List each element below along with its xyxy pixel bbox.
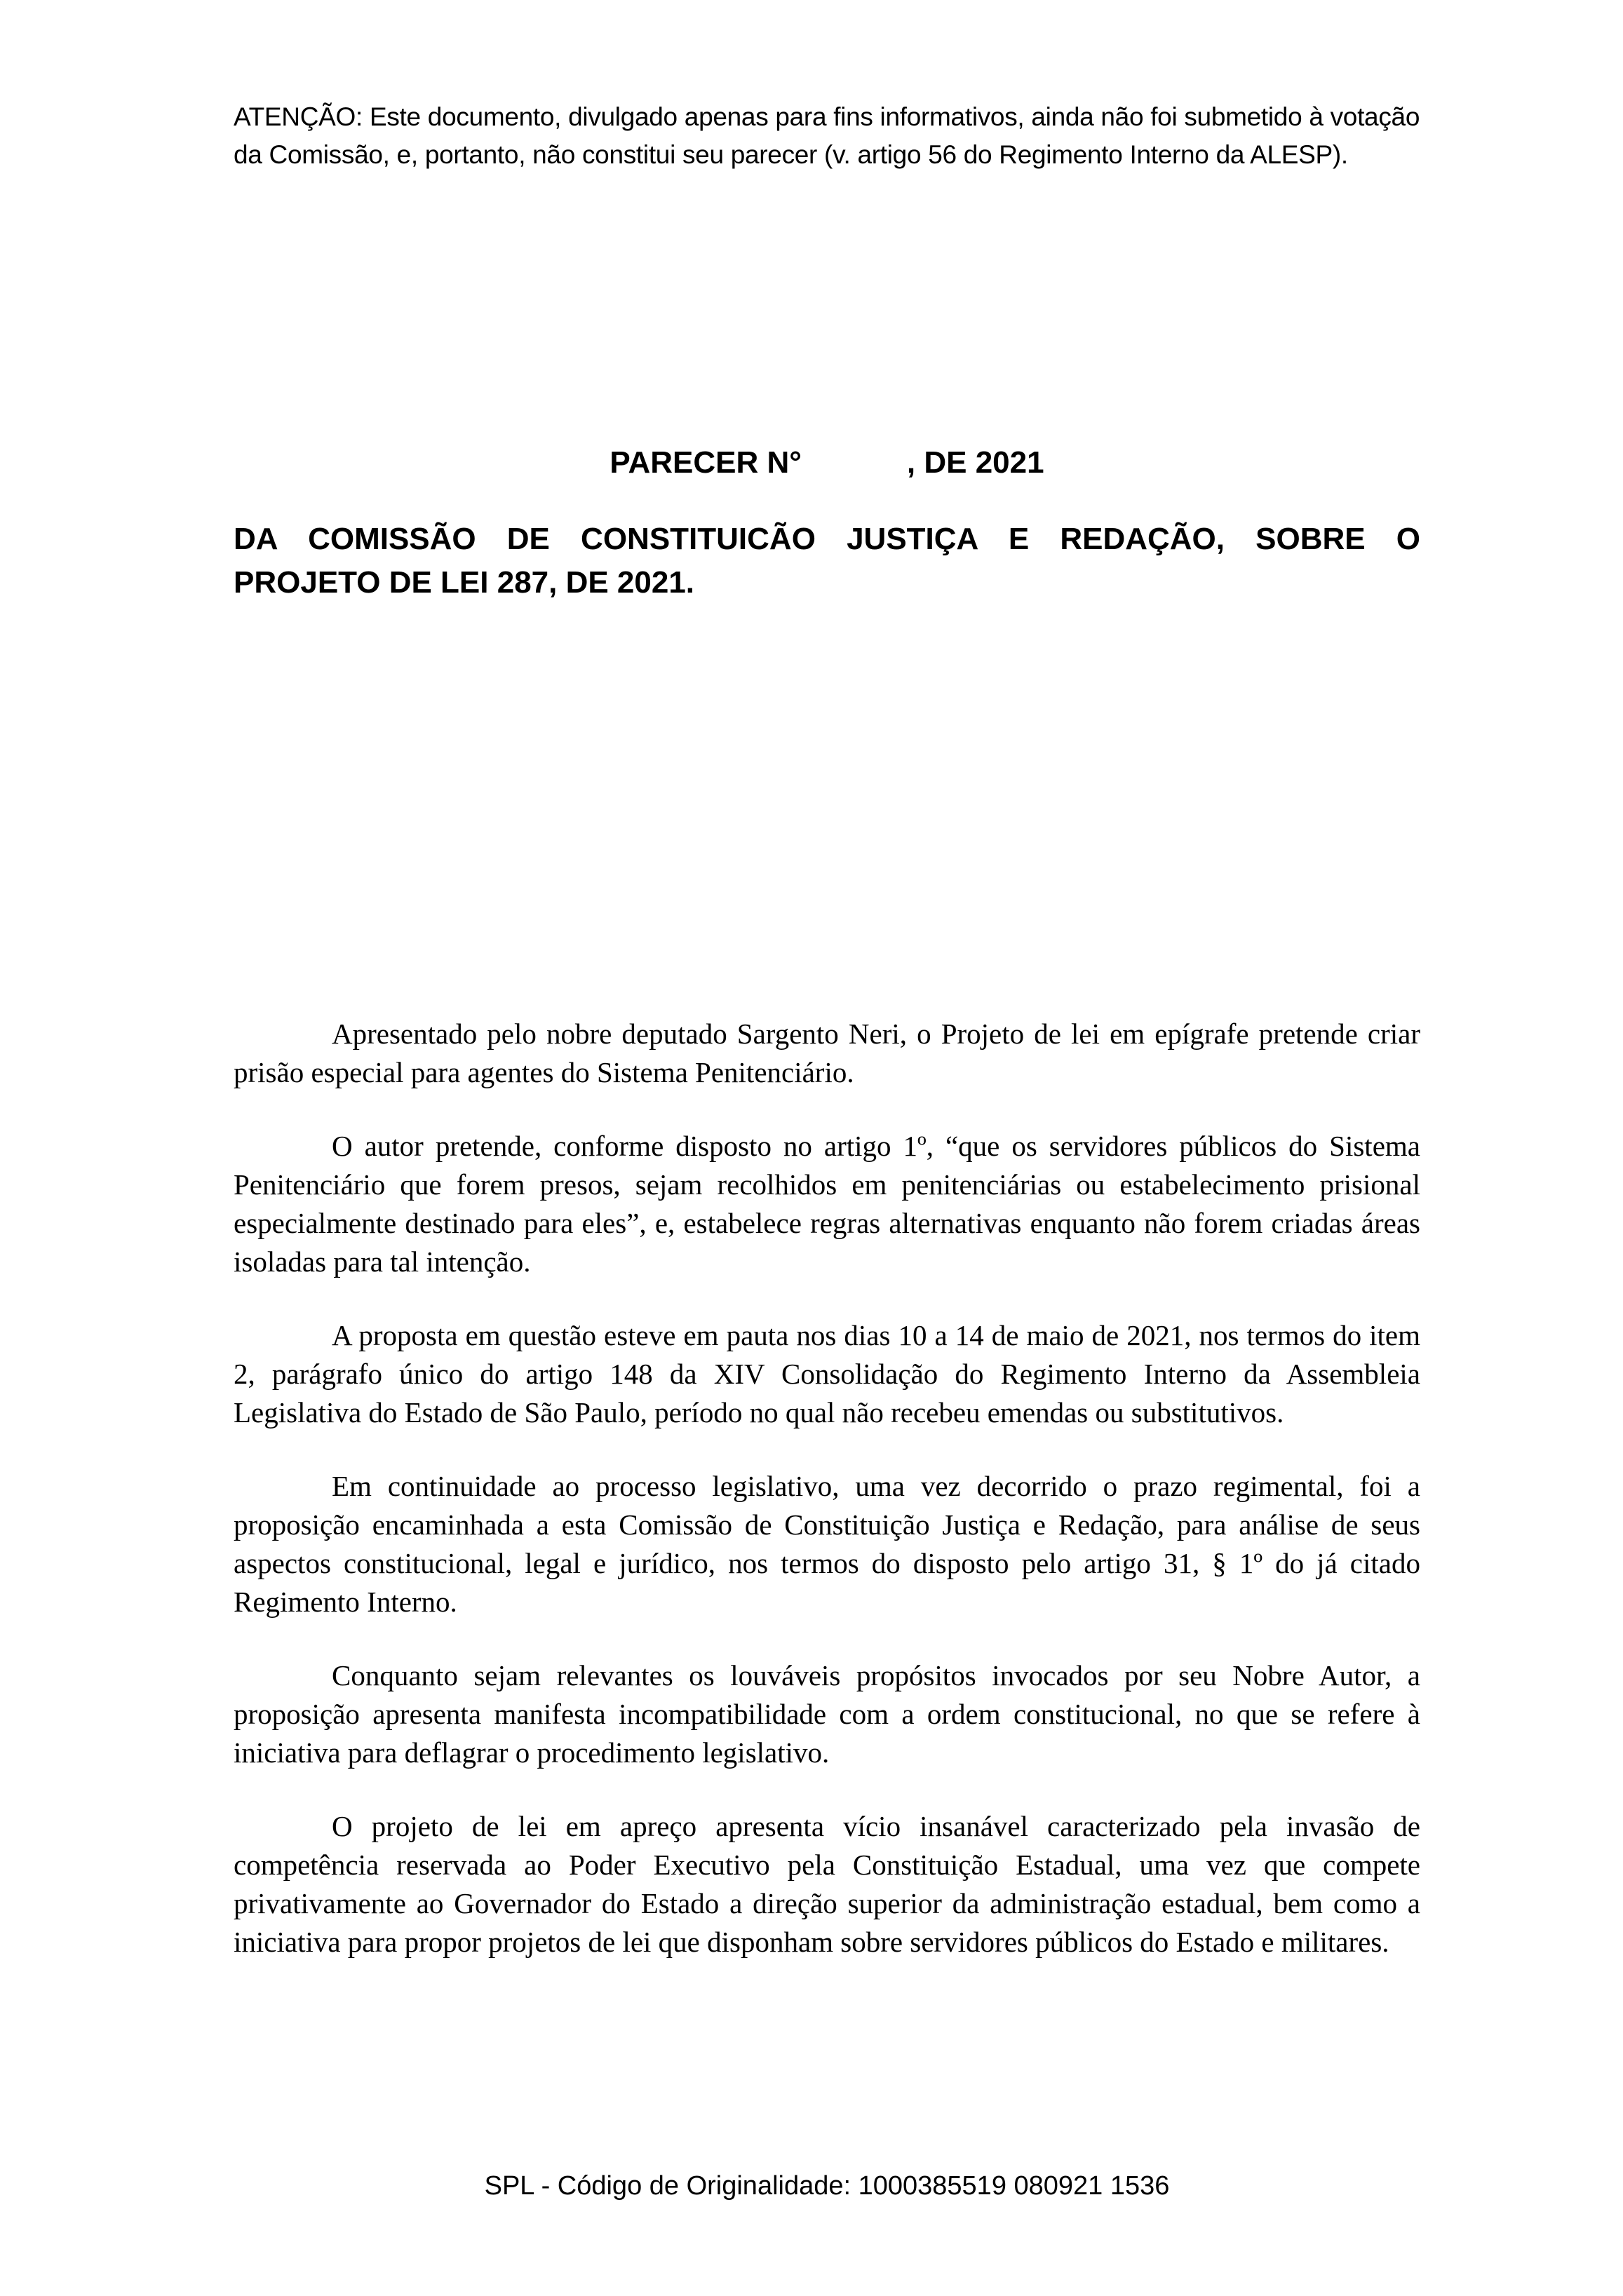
document-title	[234, 443, 1420, 482]
body-paragraph: A proposta em questão esteve em pauta nos dias 10 a 14 de maio de 2021, nos termos do item 2, parágrafo único do artigo 148 da XIV Consolidação do Regimento Interno da Assembleia Legislativa do Estado de São Paulo, período no qual não recebeu emendas ou substitutivos.	[234, 1319, 1420, 1429]
document-subtitle	[234, 518, 1420, 605]
document-body	[234, 1015, 1420, 1997]
title-year: , DE 2021	[906, 445, 1044, 480]
body-paragraph: Em continuidade ao processo legislativo, uma vez decorrido o prazo regimental, foi a proposição encaminhada a esta Comissão de Constituição Justiça e Redação, para análise de seus aspectos constitucional, legal e jurídico, nos termos do disposto pelo artigo 31, § 1º do já citado Regimento Interno.	[234, 1470, 1420, 1618]
body-paragraph: Conquanto sejam relevantes os louváveis propósitos invocados por seu Nobre Autor, a proposição apresenta manifesta incompatibilidade com a ordem constitucional, no que se refere à iniciativa para deflagrar o procedimento legislativo.	[234, 1659, 1420, 1769]
body-paragraph: O projeto de lei em apreço apresenta vício insanável caracterizado pela invasão de competência reservada ao Poder Executivo pela Constituição Estadual, uma vez que compete privativamente ao Governador do Estado a direção superior da administração estadual, bem como a iniciativa para propor projetos de lei que disponham sobre servidores públicos do Estado e militares.	[234, 1810, 1420, 1958]
footer-code: SPL - Código de Originalidade: 1000385519 080921 1536	[484, 2171, 1170, 2201]
title-label: PARECER N°	[610, 445, 802, 480]
subtitle-line-2: PROJETO DE LEI 287, DE 2021.	[234, 565, 695, 600]
body-paragraph: Apresentado pelo nobre deputado Sargento Neri, o Projeto de lei em epígrafe pretende criar prisão especial para agentes do Sistema Penitenciário.	[234, 1018, 1420, 1088]
disclaimer-notice: ATENÇÃO: Este documento, divulgado apenas para fins informativos, ainda não foi submetido à votação da Comissão, e, portanto, não constitui seu parecer (v. artigo 56 do Regimento Interno da ALESP).	[234, 102, 1420, 169]
body-paragraph: O autor pretende, conforme disposto no artigo 1º, “que os servidores públicos do Sistema Penitenciário que forem presos, sejam recolhidos em penitenciárias ou estabelecimento prisional especialmente destinado para eles”, e, estabelece regras alternativas enquanto não forem criadas áreas isoladas para tal intenção.	[234, 1130, 1420, 1278]
subtitle-line-1: DA COMISSÃO DE CONSTITUICÃO JUSTIÇA E REDAÇÃO, SOBRE O	[234, 522, 1420, 556]
